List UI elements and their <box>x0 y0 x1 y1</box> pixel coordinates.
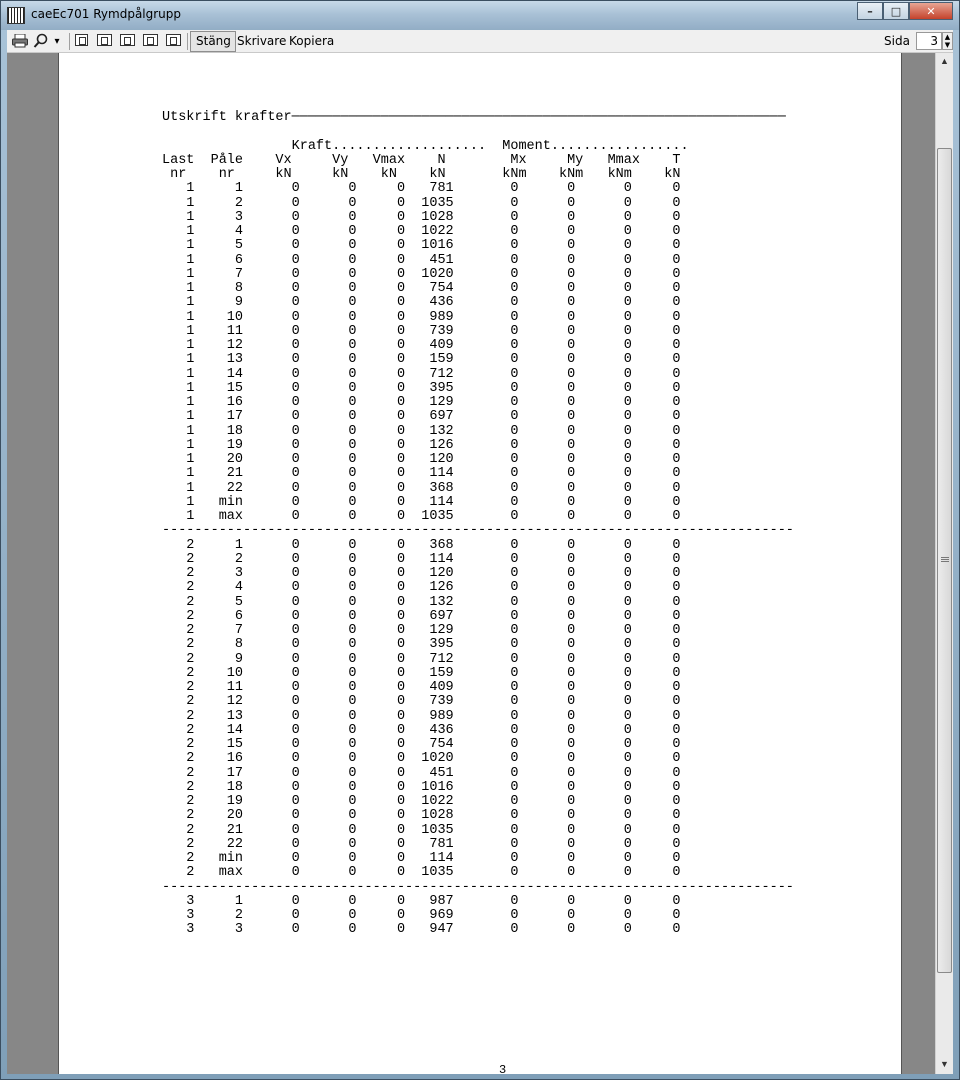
close-window-button[interactable]: ✕ <box>909 2 953 20</box>
heading-rule: ───────────────────────────────────────────────────────────── <box>291 110 786 125</box>
page-label: Sida <box>884 34 910 48</box>
page-number-input[interactable]: 3 <box>916 32 942 50</box>
toolbar <box>7 30 953 53</box>
close-button[interactable]: Stäng <box>196 34 231 48</box>
toolbar-separator <box>187 33 188 50</box>
load-3-rows: 3 1 0 0 0 987 0 0 0 0 3 2 0 0 0 969 0 0 0 0 3 3 0 0 0 947 0 0 0 0 <box>186 893 681 938</box>
toolbar-separator <box>69 33 70 50</box>
one-page-view-icon[interactable] <box>75 34 88 46</box>
scroll-thumb[interactable] <box>937 148 952 973</box>
two-page-view-icon[interactable] <box>97 34 112 46</box>
load-1-rows: 1 1 0 0 0 781 0 0 0 0 1 2 0 0 0 1035 0 0 0 0 1 3 0 0 0 1028 0 0 0 0 1 4 0 0 0 1022 0 0 0 0 1 5 0 0 0 1016 0 0 0 0 1 6 0 0 0 451 0 0 0 0 1 7 0 0 0 1020 0 0 0 0 1 8 0 0 0 754 0 0 0 0 1 9 0 0 0 436 0 0 0 0 1 10 0 0 0 989 0 0 0 0 1 11 0 0 0 739 0 0 0 0 1 12 0 0 0 409 0 0 0 0 1 13 0 0 0 159 0 0 0 0 1 14 0 0 0 712 0 0 0 0 1 15 0 0 0 395 0 0 0 0 1 16 0 0 0 129 0 0 0 0 1 17 0 0 0 697 0 0 0 0 1 18 0 0 0 132 0 0 0 0 1 19 0 0 0 126 0 0 0 0 1 20 0 0 0 120 0 0 0 0 1 21 0 0 0 114 0 0 0 0 1 22 0 0 0 368 0 0 0 0 <box>186 181 681 496</box>
zoom-dropdown-icon[interactable]: ▾ <box>54 35 60 47</box>
load-1-summary: 1 min 0 0 0 114 0 0 0 0 1 max 0 0 0 1035 0 0 0 0 <box>186 494 681 524</box>
minimize-button[interactable]: – <box>857 2 883 20</box>
force-report <box>162 111 794 938</box>
preview-viewport <box>7 53 935 1074</box>
report-heading: Utskrift krafter <box>162 110 292 125</box>
load-2-rows: 2 1 0 0 0 368 0 0 0 0 2 2 0 0 0 114 0 0 0 0 2 3 0 0 0 120 0 0 0 0 2 4 0 0 0 126 0 0 0 0 2 5 0 0 0 132 0 0 0 0 2 6 0 0 0 697 0 0 0 0 2 7 0 0 0 129 0 0 0 0 2 8 0 0 0 395 0 0 0 0 2 9 0 0 0 712 0 0 0 0 2 10 0 0 0 159 0 0 0 0 2 11 0 0 0 409 0 0 0 0 2 12 0 0 0 739 0 0 0 0 2 13 0 0 0 989 0 0 0 0 2 14 0 0 0 436 0 0 0 0 2 15 0 0 0 754 0 0 0 0 2 16 0 0 0 1020 0 0 0 0 2 17 0 0 0 451 0 0 0 0 2 18 0 0 0 1016 0 0 0 0 2 19 0 0 0 1022 0 0 0 0 2 20 0 0 0 1028 0 0 0 0 2 21 0 0 0 1035 0 0 0 0 2 22 0 0 0 781 0 0 0 0 <box>186 537 681 852</box>
unit-header: nr nr kN kN kN kN kNm kNm kNm kN <box>162 167 681 182</box>
page-footer-number: 3 <box>499 1063 507 1074</box>
page-width-view-icon[interactable] <box>120 34 135 46</box>
magnifier-icon[interactable] <box>32 33 50 49</box>
group-header: Kraft................... Moment................. <box>162 138 689 154</box>
load-2-summary: 2 min 0 0 0 114 0 0 0 0 2 max 0 0 0 1035 0 0 0 0 <box>186 851 681 881</box>
app-icon <box>7 7 25 24</box>
column-header: Last Påle Vx Vy Vmax N Mx My Mmax T <box>162 152 681 168</box>
printer-icon[interactable] <box>11 33 29 49</box>
section-divider: ------------------------------------------------------------------------------ <box>162 879 794 895</box>
four-page-view-icon[interactable] <box>143 34 158 46</box>
multi-page-view-icon[interactable] <box>166 34 181 46</box>
title-bar[interactable] <box>1 1 959 30</box>
maximize-button[interactable]: □ <box>883 2 909 20</box>
vertical-scrollbar[interactable] <box>935 53 953 1074</box>
scroll-up-arrow[interactable]: ▲ <box>940 56 949 66</box>
copy-button[interactable]: Kopiera <box>289 34 335 48</box>
window-title: caeEc701 Rymdpålgrupp <box>31 7 182 21</box>
scroll-down-arrow[interactable]: ▼ <box>940 1059 949 1069</box>
page-spinner[interactable]: ▲ ▼ <box>942 32 953 50</box>
print-page <box>58 53 902 1074</box>
section-divider: ------------------------------------------------------------------------------ <box>162 523 794 539</box>
printer-button[interactable]: Skrivare <box>237 34 287 48</box>
